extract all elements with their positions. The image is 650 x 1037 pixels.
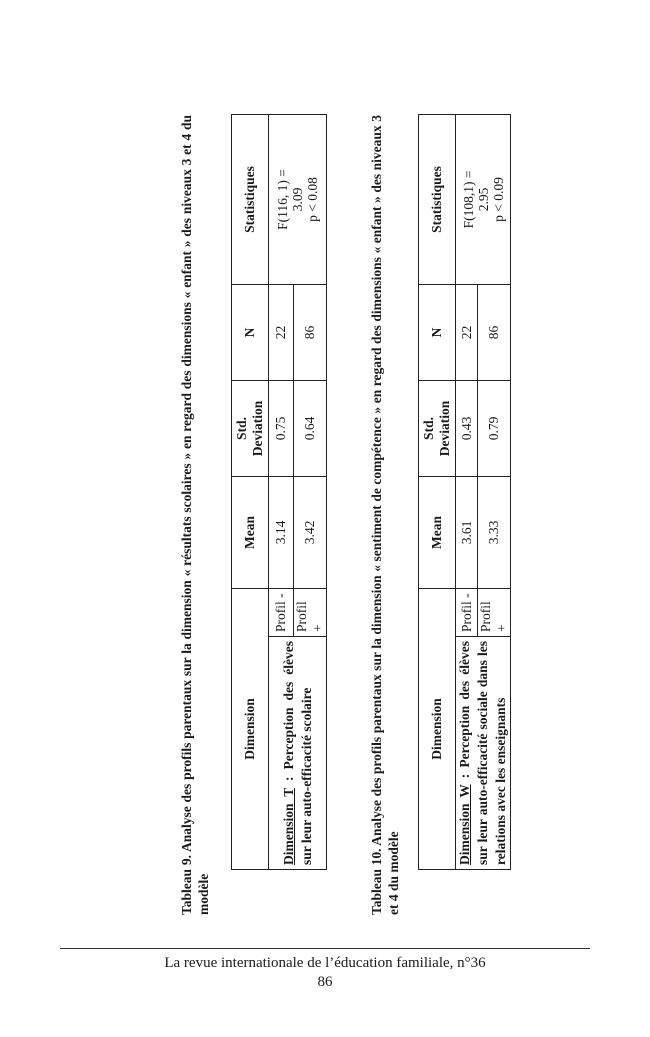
table10-statistics: F(108,1) = 2.95 p < 0.09 — [456, 114, 511, 284]
table10-header-mean: Mean — [419, 476, 456, 588]
table9-n-minus: 22 — [269, 284, 294, 380]
table9-header-stats: Statistiques — [232, 114, 269, 284]
table9-header-dimension: Dimension — [232, 588, 269, 869]
table10-dimension-cell: Dimension W : Perception des élèves sur leur auto-efficacité sociale dans les relations avec les enseignants — [456, 637, 511, 870]
table10-header-n: N — [419, 284, 456, 380]
table10 — [418, 114, 511, 870]
table10-header-stats: Statistiques — [419, 114, 456, 284]
table9-std-plus: 0.64 — [294, 380, 327, 476]
table10-n-plus: 86 — [478, 284, 511, 380]
table10-header-dimension: Dimension — [419, 588, 456, 869]
table10-profile-plus: Profil + — [478, 588, 511, 636]
table-row — [269, 114, 294, 869]
table-row — [456, 114, 478, 869]
page-number: 86 — [317, 974, 333, 990]
table10-profile-minus: Profil - — [456, 588, 478, 636]
table10-header-std: Std. Deviation — [419, 380, 456, 476]
table9-header-mean: Mean — [232, 476, 269, 588]
journal-name: La revue internationale de l’éducation familiale, n°36 — [164, 955, 486, 971]
table9-profile-plus: Profil + — [294, 588, 327, 636]
table9-mean-minus: 3.14 — [269, 476, 294, 588]
rotated-page-content — [178, 115, 538, 915]
table9-n-plus: 86 — [294, 284, 327, 380]
table9-caption: Tableau 9. Analyse des profils parentaux sur la dimension « résultats scolaires » en regard des dimensions « enfant » des niveaux 3 et 4 du modèle — [179, 115, 211, 915]
table10-mean-minus: 3.61 — [456, 476, 478, 588]
table9-profile-minus: Profil - — [269, 588, 294, 636]
table10-n-minus: 22 — [456, 284, 478, 380]
table10-mean-plus: 3.33 — [478, 476, 511, 588]
table10-header-row — [419, 114, 456, 869]
table10-std-minus: 0.43 — [456, 380, 478, 476]
page-footer — [60, 948, 590, 992]
table9-header-std: Std. Deviation — [232, 380, 269, 476]
table9-statistics: F(116, 1) = 3.09 p < 0.08 — [269, 114, 327, 284]
table9-std-minus: 0.75 — [269, 380, 294, 476]
table9 — [231, 114, 327, 870]
table10-caption: Tableau 10. Analyse des profils parentaux sur la dimension « sentiment de compétence » en regard des dimensions « enfant » des niveaux 3 et 4 du modèle — [369, 115, 401, 915]
table9-header-row — [232, 114, 269, 869]
table9-mean-plus: 3.42 — [294, 476, 327, 588]
table9-dimension-cell: Dimension T : Perception des élèves sur leur auto-efficacité scolaire — [269, 637, 327, 870]
table10-std-plus: 0.79 — [478, 380, 511, 476]
table9-header-n: N — [232, 284, 269, 380]
